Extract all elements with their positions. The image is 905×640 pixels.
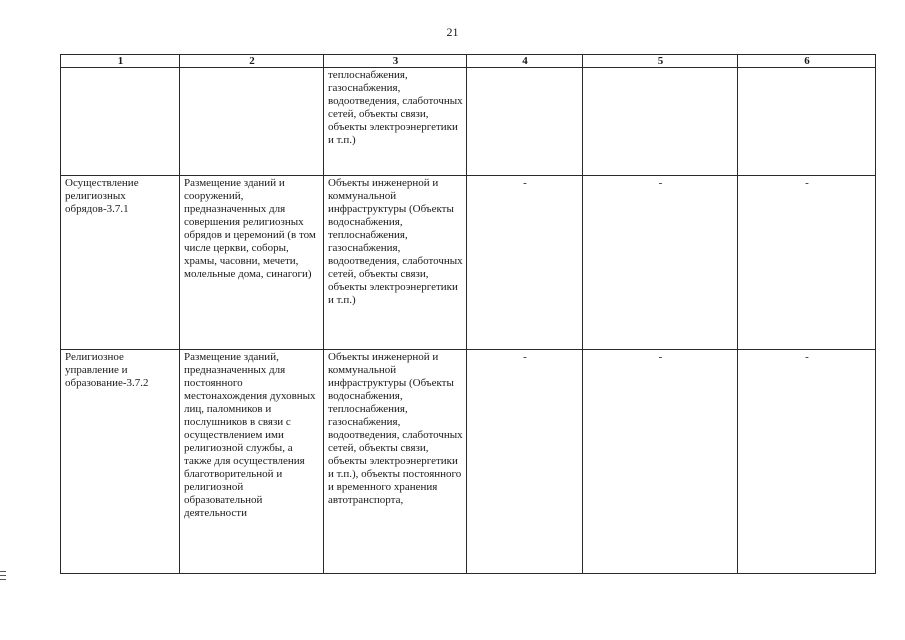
cell-col4: - [467,176,583,350]
column-header-4: 4 [467,55,583,68]
column-header-2: 2 [180,55,324,68]
table-row-religious-management [61,350,876,574]
cell-col4: - [467,350,583,574]
cell-description: Размещение зданий и сооружений, предназначенных для совершения религиозных обрядов и церемоний (в том числе церкви, соборы, храмы, часовни, мечети, молельные дома, синагоги) [180,176,324,350]
cell-allowed-objects: Объекты инженерной и коммунальной инфраструктуры (Объекты водоснабжения, теплоснабжения, газоснабжения, водоотведения, слаботочных сетей, объекты связи, объекты электроэнергетики и т.п.), объекты постоянного и временного хранения автотранспорта, [324,350,467,574]
cell-use-type [61,68,180,176]
cell-allowed-objects: теплоснабжения, газоснабжения, водоотведения, слаботочных сетей, объекты связи, объекты электроэнергетики и т.п.) [324,68,467,176]
cell-col6: - [738,350,876,574]
cell-description: Размещение зданий, предназначенных для постоянного местонахождения духовных лиц, паломников и послушников в связи с осуществлением ими религиозной службы, а также для осуществления благотворительной и религиозной образовательной деятельности [180,350,324,574]
cell-use-type: Осуществление религиозных обрядов-3.7.1 [61,176,180,350]
cell-col6 [738,68,876,176]
cell-col5: - [583,176,738,350]
page-number: 21 [446,25,459,39]
column-header-3: 3 [324,55,467,68]
cell-col5: - [583,350,738,574]
cell-col6: - [738,176,876,350]
cell-use-type: Религиозное управление и образование-3.7.2 [61,350,180,574]
cell-col5 [583,68,738,176]
column-header-6: 6 [738,55,876,68]
cell-allowed-objects: Объекты инженерной и коммунальной инфраструктуры (Объекты водоснабжения, теплоснабжения, газоснабжения, водоотведения, слаботочных сетей, объекты связи, объекты электроэнергетики и т.п.) [324,176,467,350]
table-header-row [61,55,876,68]
cell-col4 [467,68,583,176]
table-row-religious-rites [61,176,876,350]
cell-description [180,68,324,176]
column-header-1: 1 [61,55,180,68]
column-header-5: 5 [583,55,738,68]
land-use-table [60,54,876,574]
scan-margin-marks [0,571,6,583]
table-row-continuation [61,68,876,176]
